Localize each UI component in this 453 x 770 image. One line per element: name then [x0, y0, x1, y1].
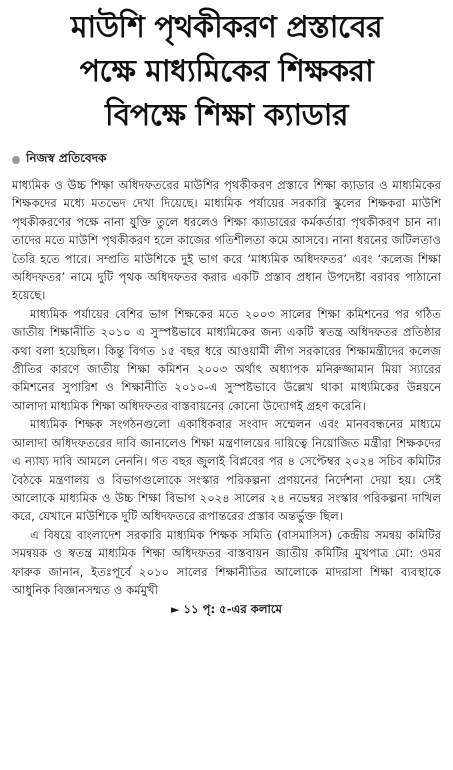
paragraph-1: মাধ্যমিক ও উচ্চ শিক্ষা অধিদফতরের মাউশির পৃথকীকরণ প্রস্তাবে শিক্ষা ক্যাডার ও মাধ্যমিকের শিক্ষকদের মধ্যে মতভেদ দেখা দিয়েছে। মাধ্যমিক পর্যায়ের সরকারি স্কুলের শিক্ষকরা মাউশি পৃথকীকরণের পক্ষে নানা যুক্তি তুলে ধরলেও শিক্ষা ক্যাডারের কর্মকর্তারা পৃথকীকরণ চান না। তাদের মতে মাউশি পৃথকীকরণ হলে কাজের গতিশীলতা কমে আসবে। নানা ধরনের জটিলতাও তৈরি হতে পারে। সম্প্রতি মাউশিকে দুই ভাগ করে ‘মাধ্যমিক অধিদফতর’ এবং ‘কলেজ শিক্ষা অধিদফতর’ নামে দুটি পৃথক অধিদফতর করার একটি প্রস্তাব প্রধান উপদেষ্টা বরাবর পাঠানো হয়েছে। — [12, 178, 441, 303]
bullet-icon — [12, 156, 20, 164]
byline-text: নিজস্ব প্রতিবেদক — [26, 151, 107, 165]
arrow-right-icon: ► — [171, 603, 180, 617]
paragraph-3: মাধ্যমিক শিক্ষক সংগঠনগুলো একাধিকবার সংবাদ সম্মেলন এবং মানববন্ধনের মাধ্যমে আলাদা অধিদফতরের দাবি জানালেও শিক্ষা মন্ত্রণালয়ের দায়িত্বে নিয়োজিত মন্ত্রীরা শিক্ষকদের এ ন্যায্য দাবি আমলে নেননি। গত বছর জুলাই বিপ্লবের পর ৪ সেপ্টেম্বর ২০২৪ সচিব কমিটির বৈঠকে মন্ত্রণালয় ও বিভাগগুলোকে সংস্কার পরিকল্পনা প্রণয়নের নির্দেশনা দেয়া হয়। সেই আলোকে মাধ্যমিক ও উচ্চ শিক্ষা বিভাগ ২০২৪ সালের ২৪ নভেম্বর সংস্কার পরিকল্পনা দাখিল করে, যেখানে মাউশিকে দুটি অধিদফতরে রূপান্তরের প্রস্তাব অন্তর্ভুক্ত ছিল। — [12, 417, 441, 524]
paragraph-4: এ বিষয়ে বাংলাদেশ সরকারি মাধ্যমিক শিক্ষক সমিতি (বাসমাসিস) কেন্দ্রীয় সমন্বয় কমিটির সমন্বয়ক ও স্বতন্ত্র মাধ্যমিক শিক্ষা অধিদফতর বাস্তবায়ন জাতীয় কমিটির মুখপাত্র মো: ওমর ফারুক জানান, ইতঃপূর্বে ২০১০ সালের শিক্ষানীতির আলোকে মাদরাসা শিক্ষা ব্যবস্থাকে আধুনিক বিজ্ঞানসম্মত ও কর্মমুখী — [12, 527, 442, 597]
paragraph-2: মাধ্যমিক পর্যায়ের বেশির ভাগ শিক্ষকের মতে ২০০৩ সালের শিক্ষা কমিশনের পর গঠিত জাতীয় শিক্ষানীতি ২০১০ এ সুস্পষ্টভাবে মাধ্যমিকের জন্য একটি স্বতন্ত্র অধিদফতর প্রতিষ্ঠার কথা বলা হয়েছিল। কিন্তু বিগত ১৫ বছর ধরে আওয়ামী লীগ সরকারের শিক্ষামন্ত্রীদের কলেজ প্রীতির কারণে জাতীয় শিক্ষা কমিশন ২০০৩ অর্থাৎ অধ্যাপক মনিরুজ্জামান মিয়া স্যারের কমিশনের সুপারিশ ও শিক্ষানীতি ২০১০-এ সুস্পষ্টভাবে উল্লেখ থাকা মাধ্যমিকের উন্নয়নে আলাদা মাধ্যমিক শিক্ষা অধিদফতর বাস্তবায়নের কোনো উদ্যোগই গ্রহণ করেনি। — [12, 306, 441, 413]
headline — [12, 6, 441, 138]
byline — [12, 150, 441, 170]
continuation-note — [12, 601, 441, 620]
headline-line-2: পক্ষে মাধ্যমিকের শিক্ষকরা — [79, 54, 374, 89]
headline-line-1: মাউশি পৃথকীকরণ প্রস্তাবের — [70, 10, 383, 45]
article-body — [12, 176, 441, 599]
headline-line-3: বিপক্ষে শিক্ষা ক্যাডার — [105, 98, 348, 133]
continuation-text: ১১ পৃ: ৫-এর কলামে — [183, 602, 282, 617]
